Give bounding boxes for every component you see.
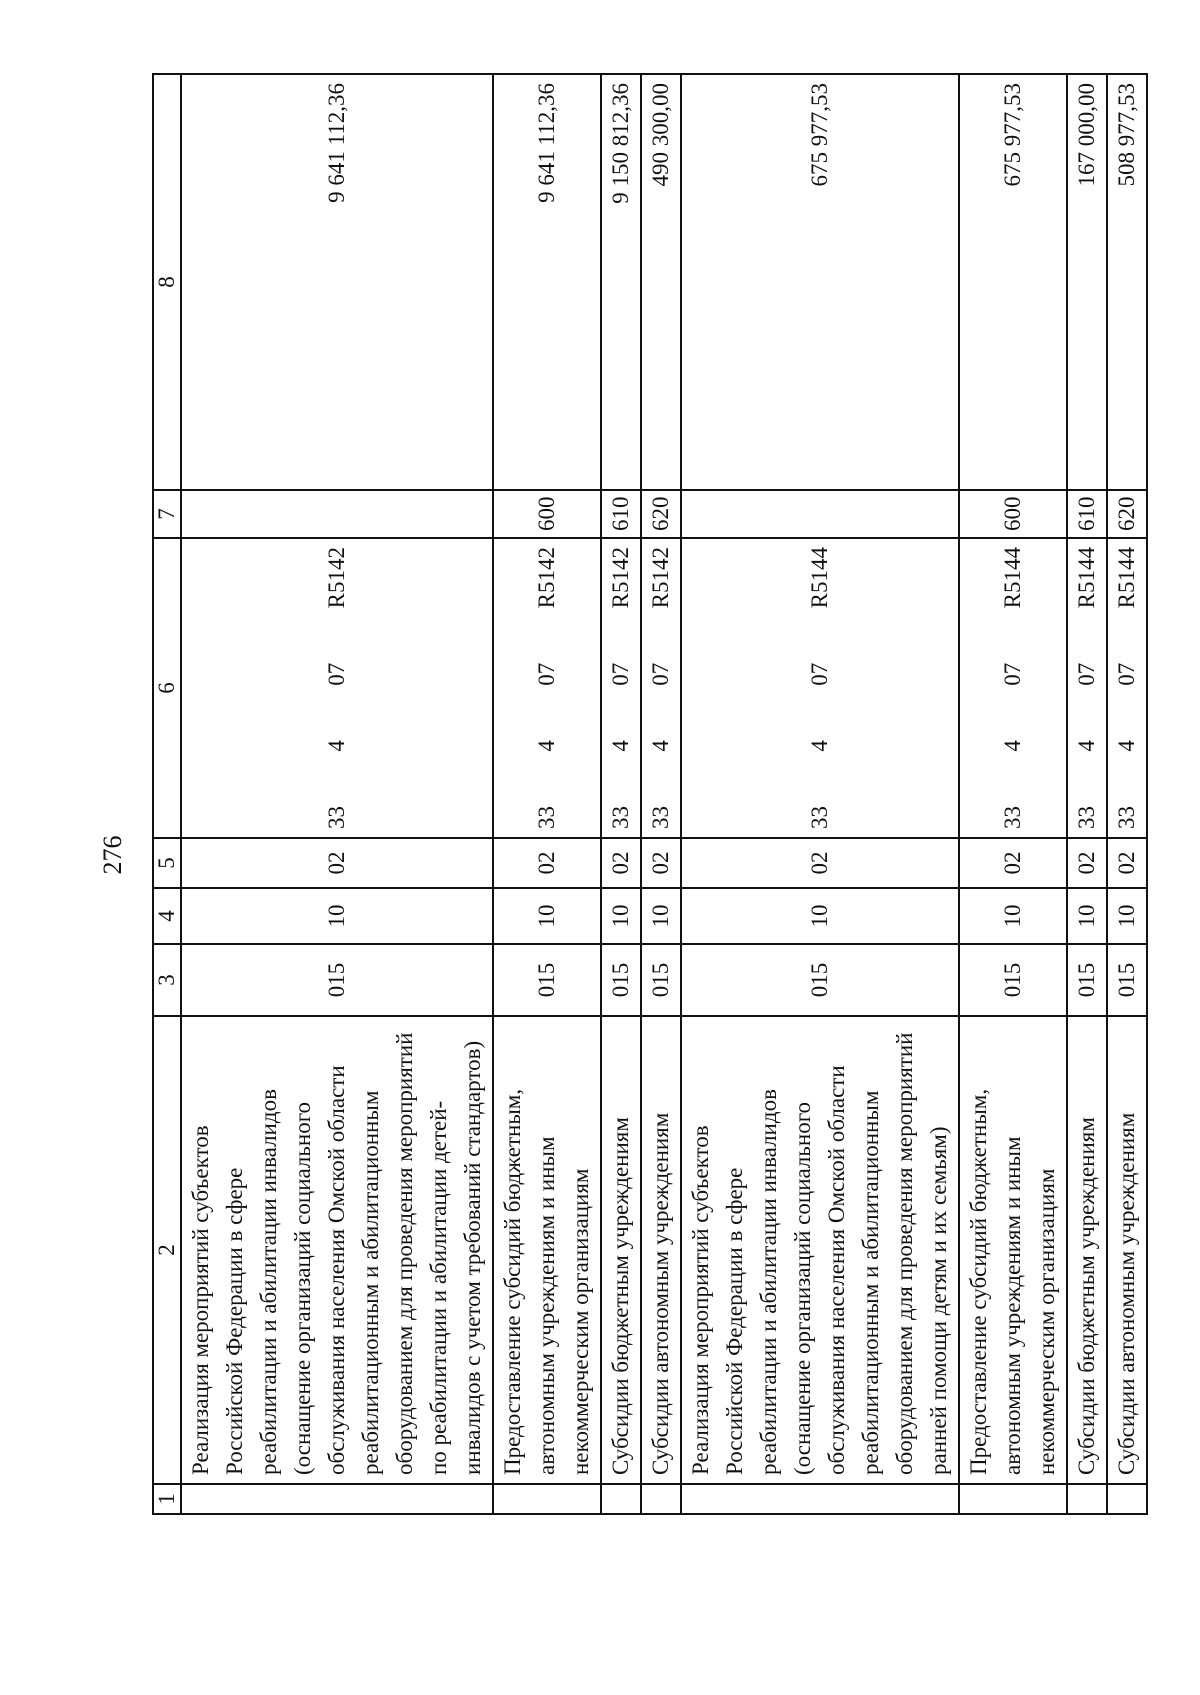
section-code-cell: 10 [493,888,601,944]
amount-cell: 675 977,53 [959,74,1067,490]
column-header: 4 [153,888,181,944]
column-header: 3 [153,944,181,1016]
target-article-code [604,545,638,831]
ministry-code-cell: 015 [1067,944,1107,1016]
row-number-cell [181,1484,493,1514]
table-row [601,74,641,1514]
target-article-code [320,545,354,831]
target-article-code [530,545,564,831]
table-row [1067,74,1107,1514]
section-code-cell: 10 [959,888,1067,944]
target-article-cell [1067,538,1107,838]
target-article-part: 33 [648,806,673,829]
page-number: 276 [98,835,127,875]
target-article-part: 4 [608,740,633,752]
target-article-part: 4 [1074,740,1099,752]
target-article-part: 4 [807,740,832,752]
subsection-code-cell: 02 [493,838,601,888]
ministry-code-cell: 015 [1107,944,1147,1016]
target-article-part: 07 [807,662,832,686]
section-code-cell: 10 [1067,888,1107,944]
ministry-code-cell: 015 [959,944,1067,1016]
target-article-cell [959,538,1067,838]
expense-type-cell: 610 [1067,490,1107,538]
column-header: 1 [153,1484,181,1514]
row-description: Реализация мероприятий субъектов Российской Федерации в сфере реабилитации и абилитации инвалидов (оснащение организаций социального обслуживания населения Омской области реабилитационным и абилитационным оборудованием для проведения мероприятий ранней помощи детям и их семьям) [681,1016,959,1484]
column-header: 5 [153,838,181,888]
ministry-code-cell: 015 [181,944,493,1016]
target-article-code [1110,545,1144,831]
column-header-row [153,74,181,1514]
target-article-part: 33 [1114,806,1139,829]
column-header: 2 [153,1016,181,1484]
target-article-part: R5144 [1000,547,1025,609]
target-article-part: 33 [807,806,832,829]
target-article-part: 07 [1114,662,1139,686]
subsection-code-cell: 02 [641,838,681,888]
ministry-code-cell: 015 [493,944,601,1016]
column-header: 8 [153,74,181,490]
table-row [493,74,601,1514]
table-row [959,74,1067,1514]
target-article-cell [641,538,681,838]
section-code-cell: 10 [601,888,641,944]
target-article-part: R5144 [1114,547,1139,609]
ministry-code-cell: 015 [601,944,641,1016]
row-number-cell [1067,1484,1107,1514]
row-number-cell [601,1484,641,1514]
budget-table [152,73,1148,1515]
target-article-code [1070,545,1104,831]
amount-cell: 508 977,53 [1107,74,1147,490]
row-description: Реализация мероприятий субъектов Российской Федерации в сфере реабилитации и абилитации инвалидов (оснащение организаций социального обслуживания населения Омской области реабилитационным и абилитационным оборудованием для проведения мероприятий по реабилитации и абилитации детей-инвалидов с учетом требований стандартов) [181,1016,493,1484]
table-row [641,74,681,1514]
row-description: Субсидии автономным учреждениям [641,1016,681,1484]
row-number-cell [1107,1484,1147,1514]
subsection-code-cell: 02 [1067,838,1107,888]
row-description: Предоставление субсидий бюджетным, автономным учреждениям и иным некоммерческим организациям [493,1016,601,1484]
subsection-code-cell: 02 [959,838,1067,888]
target-article-part: 4 [1114,740,1139,752]
target-article-cell [681,538,959,838]
target-article-part: R5142 [608,547,633,609]
section-code-cell: 10 [681,888,959,944]
row-description: Предоставление субсидий бюджетным, автономным учреждениям и иным некоммерческим организациям [959,1016,1067,1484]
section-code-cell: 10 [641,888,681,944]
section-code-cell: 10 [1107,888,1147,944]
target-article-part: 07 [534,662,559,686]
target-article-part: 33 [534,806,559,829]
subsection-code-cell: 02 [681,838,959,888]
target-article-part: 07 [324,662,349,686]
expense-type-cell: 610 [601,490,641,538]
row-number-cell [681,1484,959,1514]
target-article-part: R5142 [534,547,559,609]
target-article-part: 4 [324,740,349,752]
expense-type-cell: 620 [1107,490,1147,538]
amount-cell: 675 977,53 [681,74,959,490]
table-row [681,74,959,1514]
ministry-code-cell: 015 [681,944,959,1016]
row-number-cell [959,1484,1067,1514]
expense-type-cell: 600 [493,490,601,538]
target-article-part: 33 [1000,806,1025,829]
target-article-cell [601,538,641,838]
table-body [153,74,1147,1514]
row-number-cell [641,1484,681,1514]
row-description: Субсидии автономным учреждениям [1107,1016,1147,1484]
subsection-code-cell: 02 [181,838,493,888]
target-article-cell [1107,538,1147,838]
target-article-part: 4 [648,740,673,752]
target-article-part: 07 [1074,662,1099,686]
amount-cell: 9 641 112,36 [493,74,601,490]
expense-type-cell: 620 [641,490,681,538]
row-description: Субсидии бюджетным учреждениям [601,1016,641,1484]
amount-cell: 9 641 112,36 [181,74,493,490]
target-article-code [644,545,678,831]
target-article-part: 07 [1000,662,1025,686]
target-article-cell [493,538,601,838]
row-description: Субсидии бюджетным учреждениям [1067,1016,1107,1484]
budget-table-container [152,75,1139,1515]
expense-type-cell [181,490,493,538]
column-header: 6 [153,538,181,838]
expense-type-cell: 600 [959,490,1067,538]
target-article-code [803,545,837,831]
row-number-cell [493,1484,601,1514]
amount-cell: 9 150 812,36 [601,74,641,490]
target-article-part: 07 [648,662,673,686]
target-article-part: R5144 [807,547,832,609]
amount-cell: 167 000,00 [1067,74,1107,490]
section-code-cell: 10 [181,888,493,944]
amount-cell: 490 300,00 [641,74,681,490]
subsection-code-cell: 02 [1107,838,1147,888]
subsection-code-cell: 02 [601,838,641,888]
target-article-cell [181,538,493,838]
ministry-code-cell: 015 [641,944,681,1016]
table-row [1107,74,1147,1514]
table-row [181,74,493,1514]
target-article-part: 33 [608,806,633,829]
target-article-part: 33 [1074,806,1099,829]
target-article-part: R5144 [1074,547,1099,609]
target-article-part: 33 [324,806,349,829]
target-article-part: R5142 [648,547,673,609]
target-article-part: R5142 [324,547,349,609]
column-header: 7 [153,490,181,538]
target-article-part: 07 [608,662,633,686]
target-article-part: 4 [1000,740,1025,752]
target-article-part: 4 [534,740,559,752]
target-article-code [996,545,1030,831]
expense-type-cell [681,490,959,538]
